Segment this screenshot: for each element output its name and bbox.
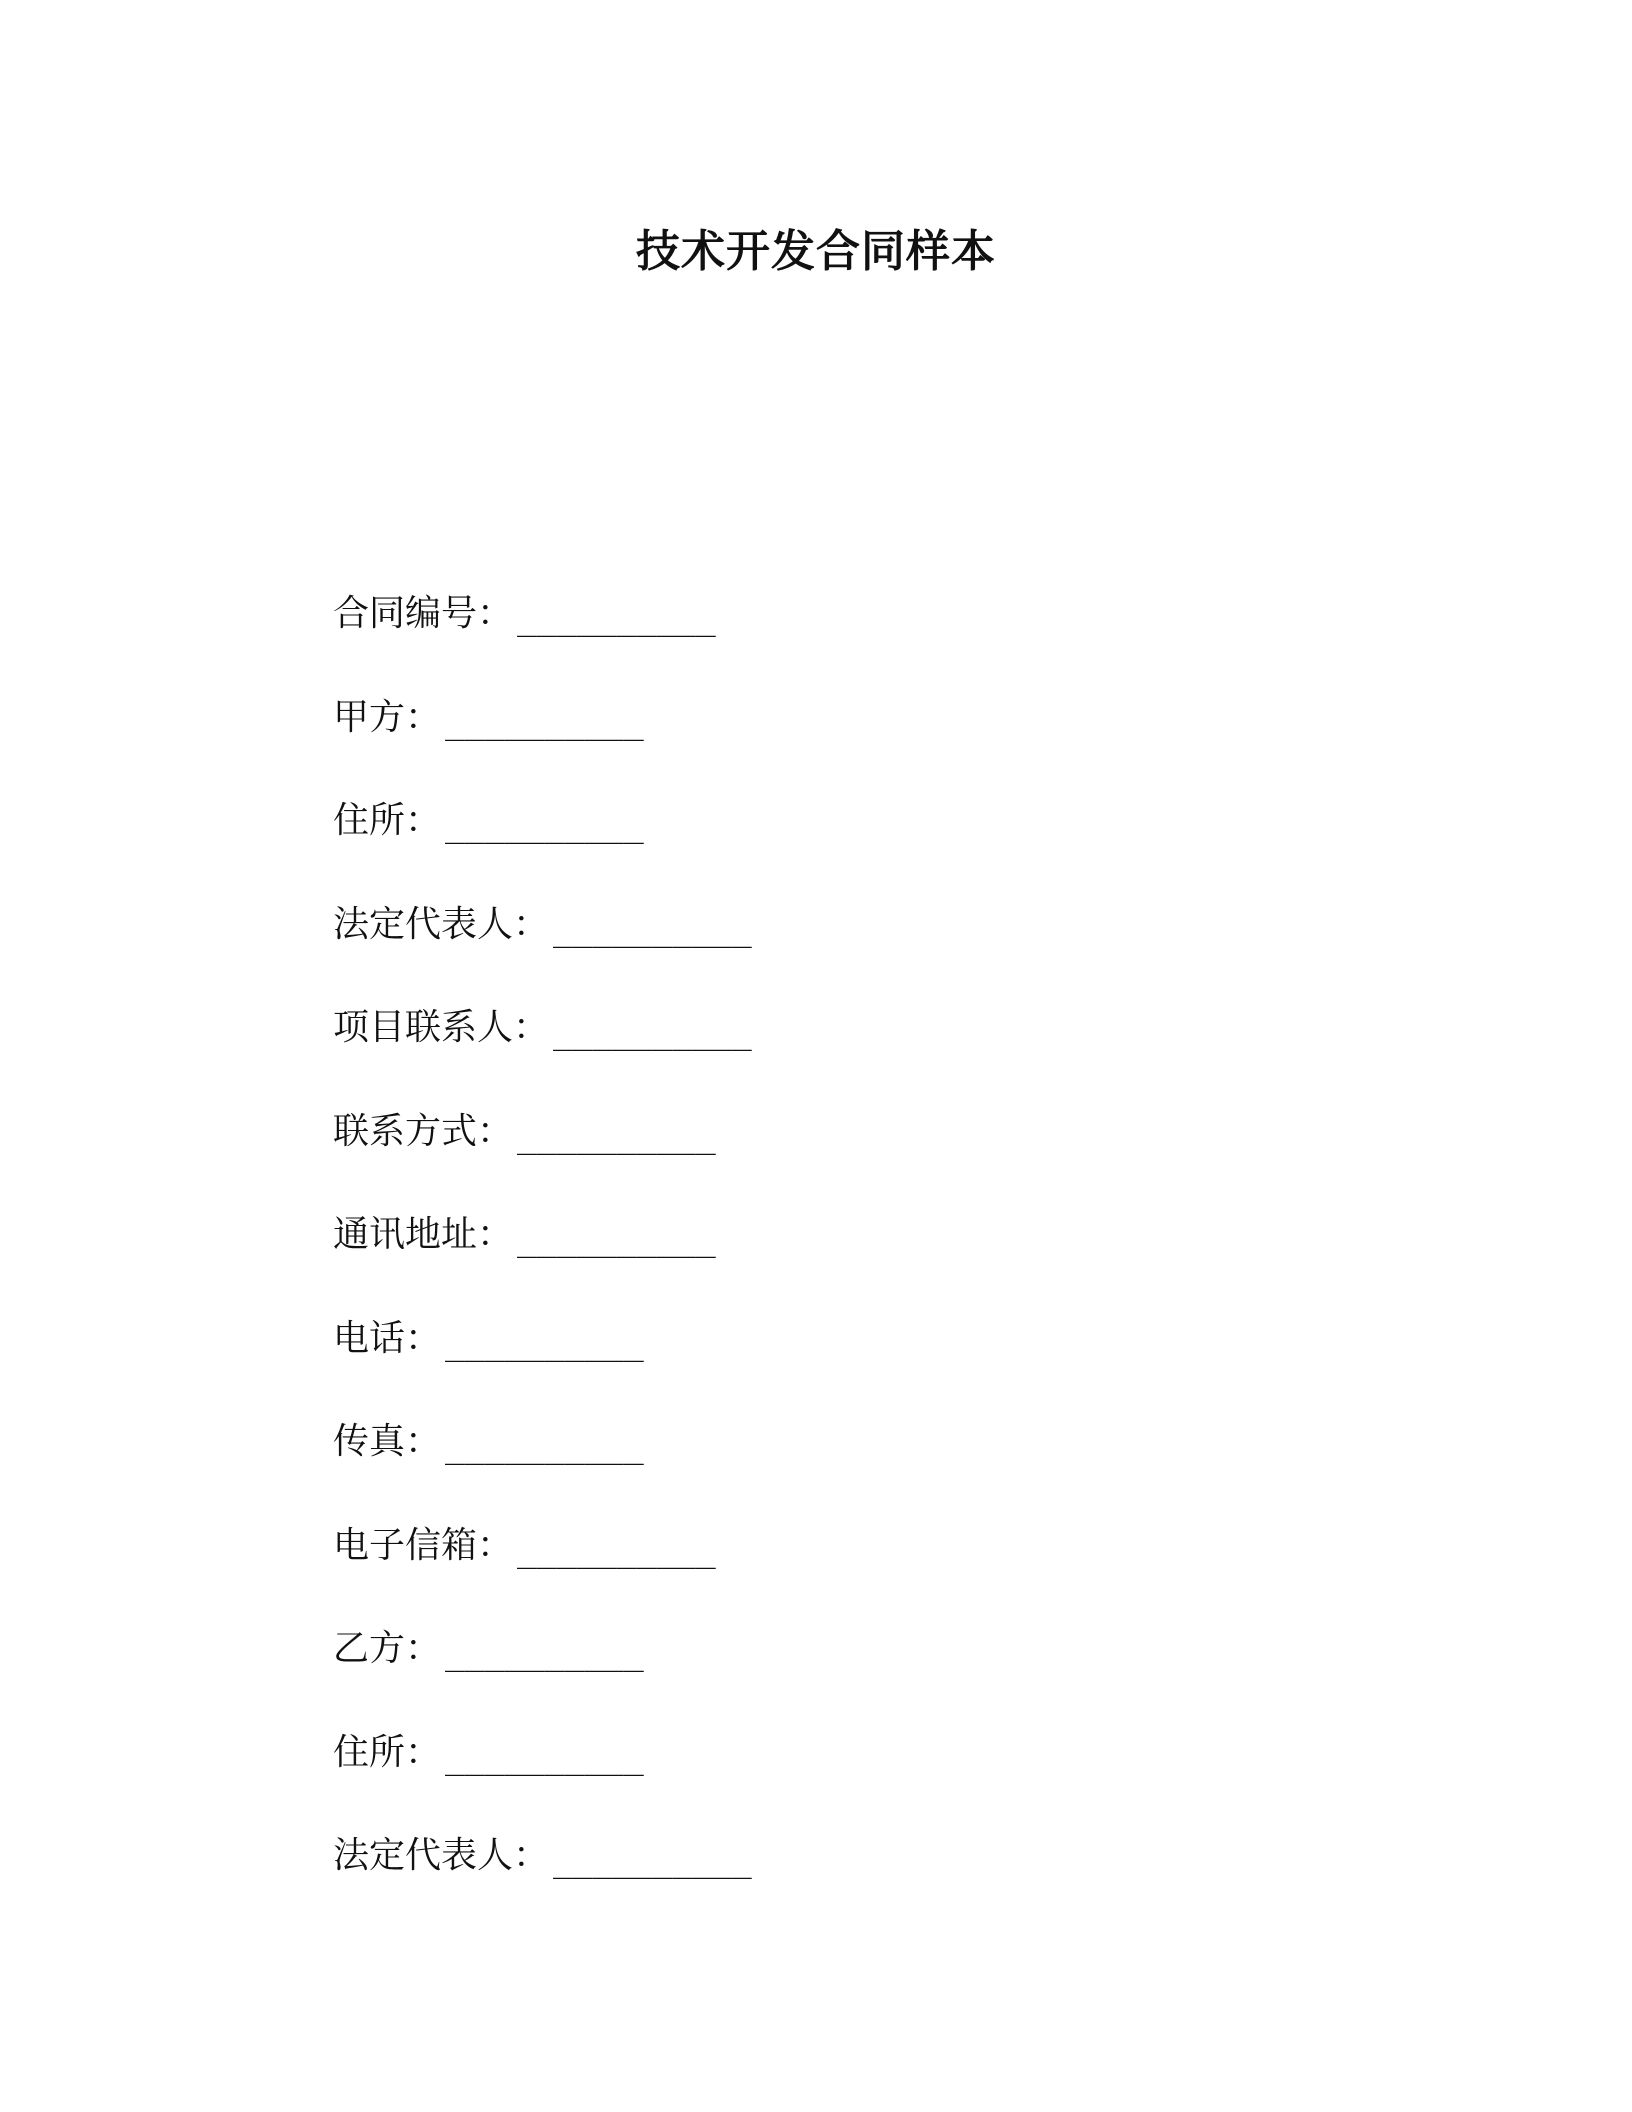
field-colon: ： xyxy=(513,903,550,945)
contract-fields xyxy=(333,590,1333,1936)
field-party-a xyxy=(333,694,1333,798)
field-party-b-address xyxy=(333,1729,1333,1833)
field-blank-line: __________ xyxy=(445,1426,644,1465)
field-colon: ： xyxy=(477,1214,514,1255)
field-label: 联系方式 xyxy=(333,1110,478,1152)
field-label: 住所 xyxy=(333,1731,406,1773)
field-label: 乙方 xyxy=(333,1628,406,1669)
field-colon: ： xyxy=(405,1731,442,1773)
field-label: 传真 xyxy=(333,1421,406,1462)
field-colon: ： xyxy=(405,1628,442,1669)
field-blank-line: __________ xyxy=(445,805,644,844)
page-title: 技术开发合同样本 xyxy=(636,226,996,277)
field-party-a-legal-representative xyxy=(333,901,1333,1005)
field-colon: ： xyxy=(405,1421,442,1462)
field-blank-line: __________ xyxy=(517,1115,716,1155)
field-blank-line: __________ xyxy=(553,1012,752,1051)
field-telephone xyxy=(333,1315,1333,1419)
field-blank-line: __________ xyxy=(445,1736,644,1776)
field-colon: ： xyxy=(477,593,514,634)
field-colon: ： xyxy=(513,1835,550,1876)
field-colon: ： xyxy=(405,800,442,841)
field-label: 电子信箱 xyxy=(333,1524,478,1566)
field-blank-line: __________ xyxy=(517,598,716,637)
field-project-contact xyxy=(333,1004,1333,1108)
field-contract-number xyxy=(333,590,1333,694)
field-label: 法定代表人 xyxy=(333,1835,514,1876)
field-label: 通讯地址 xyxy=(333,1214,478,1255)
field-label: 法定代表人 xyxy=(333,903,514,945)
field-label: 电话 xyxy=(333,1317,406,1359)
field-email xyxy=(333,1522,1333,1626)
field-colon: ： xyxy=(405,1317,442,1359)
field-blank-line: __________ xyxy=(553,908,752,948)
field-blank-line: __________ xyxy=(445,1322,644,1362)
field-fax xyxy=(333,1418,1333,1522)
field-contact-method xyxy=(333,1108,1333,1212)
field-label: 合同编号 xyxy=(333,593,478,634)
field-label: 甲方 xyxy=(333,696,406,738)
field-blank-line: __________ xyxy=(445,701,644,741)
field-blank-line: __________ xyxy=(517,1529,716,1569)
field-colon: ： xyxy=(405,696,442,738)
field-blank-line: __________ xyxy=(445,1633,644,1672)
field-colon: ： xyxy=(477,1110,514,1152)
field-label: 住所 xyxy=(333,800,406,841)
field-blank-line: __________ xyxy=(553,1840,752,1879)
field-mailing-address xyxy=(333,1211,1333,1315)
field-colon: ： xyxy=(513,1007,550,1048)
field-label: 项目联系人 xyxy=(333,1007,514,1048)
field-party-b xyxy=(333,1625,1333,1729)
field-colon: ： xyxy=(477,1524,514,1566)
field-blank-line: __________ xyxy=(517,1219,716,1258)
field-party-a-address xyxy=(333,797,1333,901)
field-party-b-legal-representative xyxy=(333,1832,1333,1936)
